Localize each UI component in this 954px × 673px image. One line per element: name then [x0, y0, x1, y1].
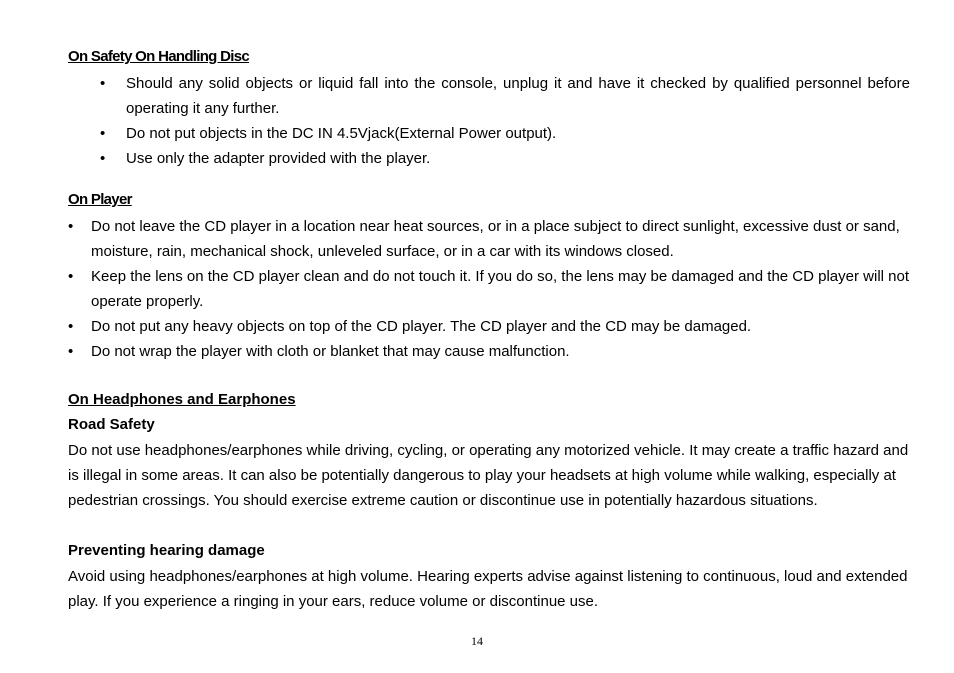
list-item-text: Should any solid objects or liquid fall into the console, unplug it and have it checked by qualified personnel before operating it any further.	[126, 75, 910, 117]
list-item-text: Do not put objects in the DC IN 4.5Vjack(External Power output).	[126, 125, 557, 142]
bullet-icon: •	[100, 125, 106, 142]
section-heading-headphones: On Headphones and Earphones	[68, 391, 296, 408]
list-item-text: Do not wrap the player with cloth or blanket that may cause malfunction.	[91, 343, 570, 360]
list-item-text: Keep the lens on the CD player clean and do not touch it. If you do so, the lens may be damaged and the CD player will not operate properly.	[91, 268, 909, 310]
list-item-text: Do not put any heavy objects on top of the CD player. The CD player and the CD may be damaged.	[91, 318, 752, 335]
list-item-text: Do not leave the CD player in a location near heat sources, or in a place subject to direct sunlight, excessive dust or sand, moisture, rain, mechanical shock, unleveled surface, or in a car with its windows closed.	[91, 218, 900, 260]
bullet-icon: •	[68, 268, 74, 285]
bullet-icon: •	[68, 343, 74, 360]
subheading-hearing-damage: Preventing hearing damage	[68, 542, 265, 559]
section-heading-player: On Player	[68, 191, 132, 208]
page-number: 14	[471, 634, 483, 648]
bullet-icon: •	[68, 318, 74, 335]
subheading-road-safety: Road Safety	[68, 416, 155, 433]
list-item-text: Use only the adapter provided with the player.	[126, 150, 431, 167]
bullet-icon: •	[68, 218, 74, 235]
paragraph-hearing-damage: Avoid using headphones/earphones at high volume. Hearing experts advise against listening to continuous, loud and extended play. If you experience a ringing in your ears, reduce volume or discontinue use.	[68, 568, 908, 610]
section-heading-disc-safety: On Safety On Handling Disc	[68, 48, 249, 65]
bullet-icon: •	[100, 75, 106, 92]
bullet-icon: •	[100, 150, 106, 167]
paragraph-road-safety: Do not use headphones/earphones while driving, cycling, or operating any motorized vehicle. It may create a traffic hazard and is illegal in some areas. It can also be potentially dangerous to play your headsets at high volume while walking, especially at pedestrian crossings. You should exercise extreme caution or discontinue use in potentially hazardous situations.	[68, 442, 909, 509]
